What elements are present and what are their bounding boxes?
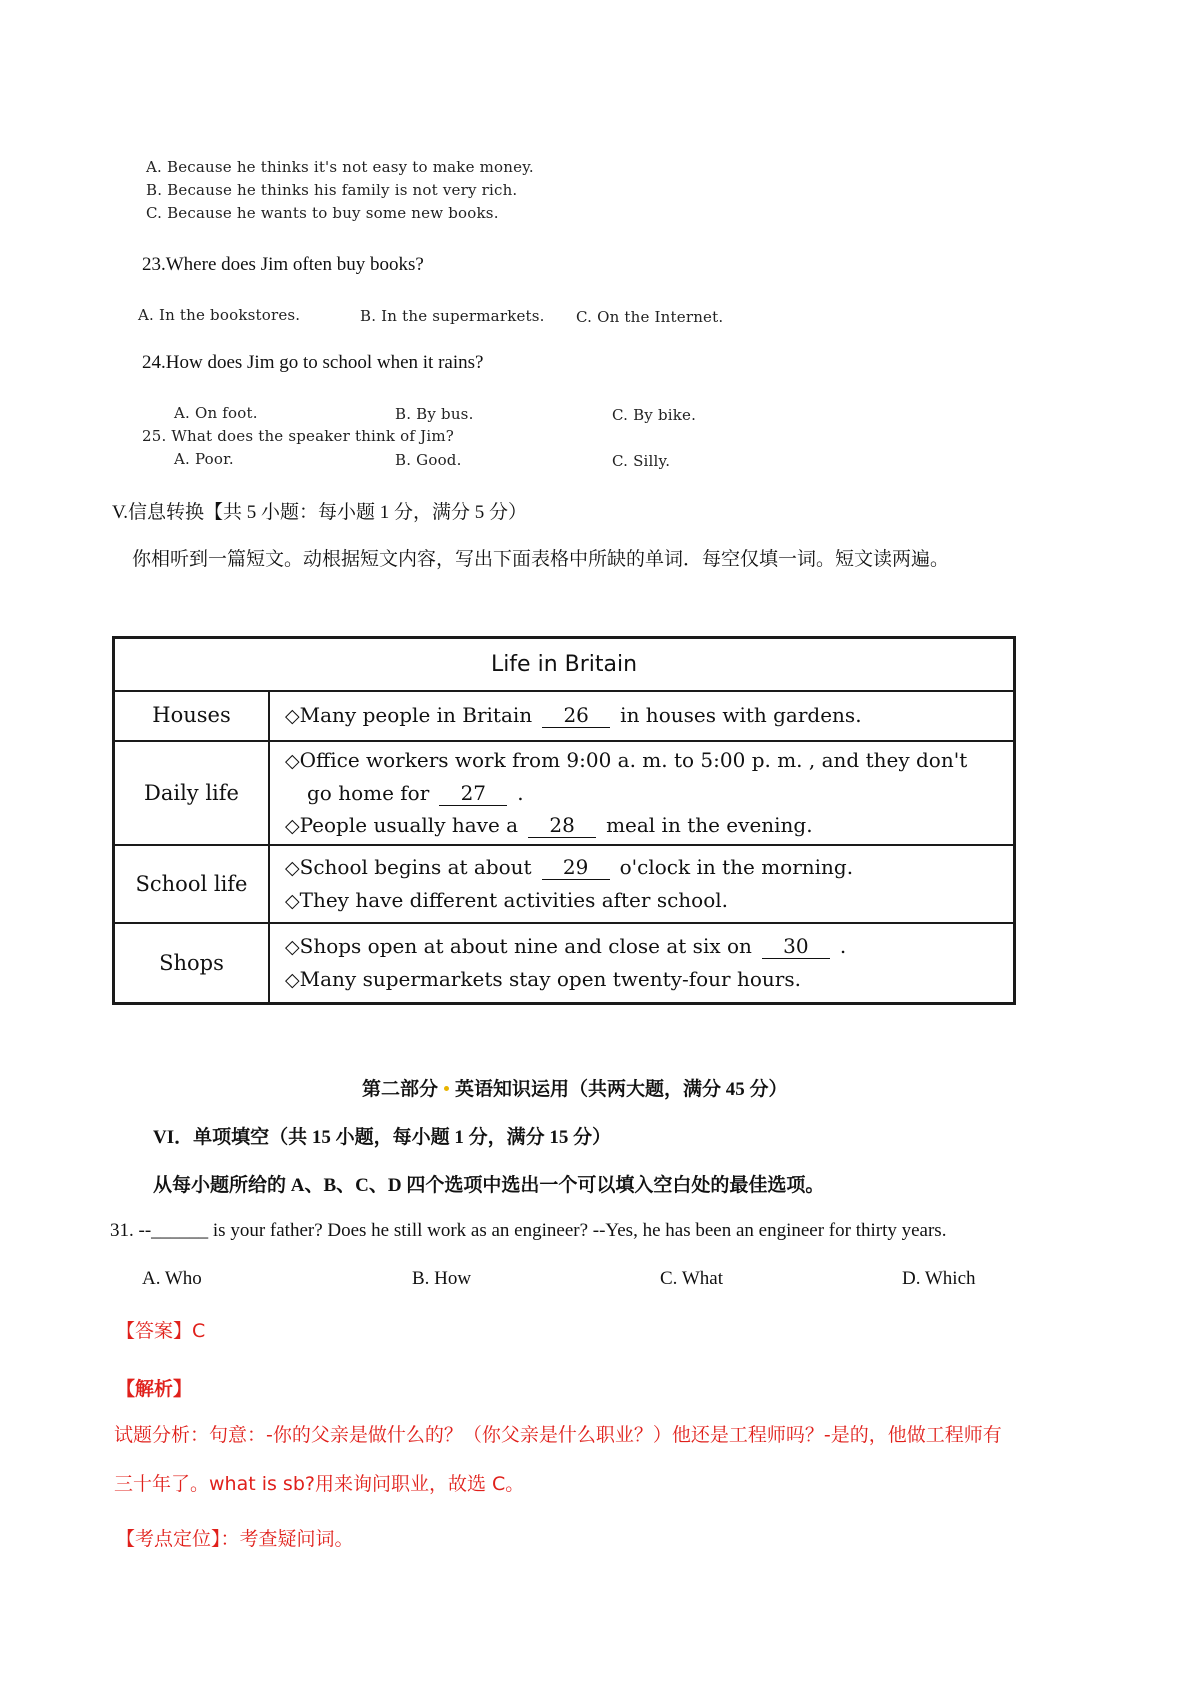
row-content: [285, 690, 1003, 740]
blank-26: 26: [542, 703, 610, 728]
diamond-icon: ◇: [285, 815, 300, 837]
blank-30: 30: [762, 934, 830, 959]
q24-option-b: B. By bus.: [395, 405, 474, 423]
q23-option-a: A. In the bookstores.: [138, 306, 301, 324]
line-text: People usually have a: [299, 813, 519, 837]
q31-question: 31. --______ is your father? Does he still work as an engineer? --Yes, he has been an engineer for thirty years.: [110, 1220, 947, 1241]
q31-answer: 【答案】C: [116, 1320, 206, 1342]
line-text: meal in the evening.: [606, 813, 813, 837]
q31-analysis-label: 【解析】: [116, 1378, 193, 1400]
section6-instruction: 从每小题所给的 A、B、C、D 四个选项中选出一个可以填入空白处的最佳选项。: [153, 1175, 825, 1196]
q31-analysis-line1: 试题分析：句意：-你的父亲是做什么的？（你父亲是什么职业？）他还是工程师吗？-是的，他做工程师有: [114, 1424, 1002, 1446]
blank-29: 29: [542, 855, 610, 880]
row-content: [285, 924, 1003, 1002]
table-line: [285, 777, 1003, 809]
table-line: [285, 809, 1003, 842]
q25-option-a: A. Poor.: [174, 450, 234, 468]
diamond-icon: ◇: [285, 750, 300, 772]
part2-title-a: 第二部分: [362, 1079, 439, 1100]
line-text: in houses with gardens.: [620, 702, 862, 727]
section6-title: VI．单项填空（共 15 小题，每小题 1 分，满分 15 分）: [153, 1127, 612, 1148]
blank-27: 27: [439, 781, 507, 806]
part2-title-b: 英语知识运用（共两大题，满分 45 分）: [455, 1079, 788, 1100]
line-text: .: [517, 781, 524, 805]
line-text: Shops open at about nine and close at six on: [299, 934, 752, 958]
row-label: Houses: [115, 690, 270, 740]
line-text: Many people in Britain: [299, 702, 533, 727]
q22-option-a: A. Because he thinks it's not easy to make money.: [146, 158, 534, 176]
table-line: [285, 699, 1003, 732]
table-row-daily-life: [115, 742, 1013, 846]
diamond-icon: ◇: [285, 890, 300, 912]
row-content: [285, 742, 1003, 844]
q25-question: 25. What does the speaker think of Jim?: [142, 427, 455, 445]
line-text: School begins at about: [299, 855, 532, 879]
diamond-icon: ◇: [285, 704, 300, 727]
row-label: Shops: [115, 924, 270, 1002]
q24-option-c: C. By bike.: [612, 406, 697, 424]
q23-option-b: B. In the supermarkets.: [360, 307, 545, 325]
line-text: o'clock in the morning.: [619, 855, 854, 879]
table-line: [285, 744, 1003, 777]
q23-question: 23.Where does Jim often buy books?: [142, 254, 424, 275]
q25-option-c: C. Silly.: [612, 452, 671, 470]
q31-option-d: D. Which: [902, 1268, 976, 1289]
line-text: They have different activities after school.: [299, 888, 728, 912]
q24-question: 24.How does Jim go to school when it rains?: [142, 352, 484, 373]
q31-kaodian: 【考点定位】：考查疑问词。: [116, 1528, 354, 1550]
q22-option-b: B. Because he thinks his family is not very rich.: [146, 181, 518, 199]
diamond-icon: ◇: [285, 969, 300, 991]
table-title: Life in Britain: [115, 639, 1013, 692]
section5-instruction: 你相听到一篇短文。动根据短文内容，写出下面表格中所缺的单词．每空仅填一词。短文读两遍。: [132, 549, 950, 570]
table-row-houses: [115, 690, 1013, 742]
table-line: [285, 851, 1003, 884]
row-content: [285, 846, 1003, 922]
section5-title: V.信息转换【共 5 小题：每小题 1 分，满分 5 分）: [112, 502, 528, 523]
q23-option-c: C. On the Internet.: [576, 308, 724, 326]
life-in-britain-table: [112, 636, 1016, 1005]
table-row-shops: [115, 924, 1013, 1002]
table-row-school-life: [115, 846, 1013, 924]
table-line: [285, 963, 1003, 996]
row-label: Daily life: [115, 742, 270, 844]
table-line: [285, 884, 1003, 917]
table-line: [285, 930, 1003, 963]
q24-option-a: A. On foot.: [174, 404, 258, 422]
line-text: Office workers work from 9:00 a. m. to 5:00 p. m. , and they don't: [299, 748, 968, 772]
q31-option-b: B. How: [412, 1268, 472, 1289]
blank-28: 28: [528, 813, 596, 838]
line-text: go home for: [307, 781, 430, 805]
q31-option-a: A. Who: [142, 1268, 202, 1289]
part2-title: [362, 1074, 788, 1101]
row-label: School life: [115, 846, 270, 922]
dot-icon: [444, 1086, 449, 1091]
q25-option-b: B. Good.: [395, 451, 462, 469]
diamond-icon: ◇: [285, 857, 300, 879]
line-text: .: [839, 934, 847, 958]
diamond-icon: ◇: [285, 936, 300, 958]
q31-option-c: C. What: [660, 1268, 723, 1289]
line-text: Many supermarkets stay open twenty-four hours.: [299, 967, 801, 991]
q31-analysis-line2: 三十年了。what is sb?用来询问职业，故选 C。: [114, 1473, 525, 1495]
q22-option-c: C. Because he wants to buy some new books.: [146, 204, 499, 222]
